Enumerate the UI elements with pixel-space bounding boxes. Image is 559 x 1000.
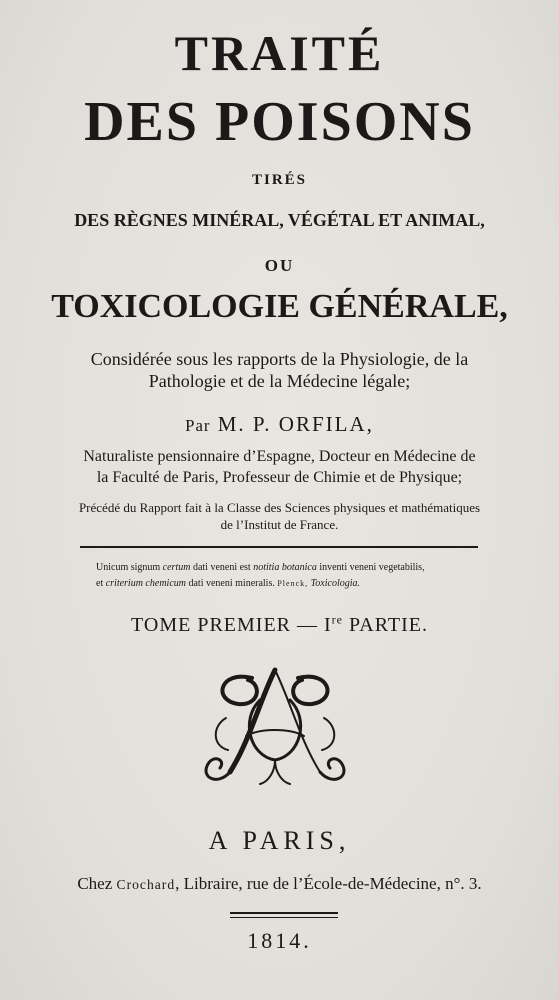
consideree-text: [0, 348, 559, 392]
epigraph-italic: notitia botanica: [253, 562, 317, 573]
publisher-line: [0, 874, 559, 894]
tome-sup: re: [331, 612, 343, 627]
epigraph: [96, 560, 516, 592]
epigraph-text: dati veneni mineralis.: [188, 578, 275, 589]
consideree-line-1: Considérée sous les rapports de la Physiologie, de la: [90, 349, 469, 369]
divider-rule-bottom-thick: [230, 912, 338, 914]
epigraph-text: inventi veneni vegetabilis,: [319, 562, 425, 573]
tome-main: TOME PREMIER — I: [131, 614, 332, 636]
epigraph-source: Plenck,: [277, 579, 309, 588]
year: 1814.: [247, 928, 312, 953]
credentials: [0, 446, 559, 488]
subtitle: TOXICOLOGIE GÉNÉRALE,: [51, 288, 508, 325]
credentials-line-2: la Faculté de Paris, Professeur de Chimie et de Physique;: [96, 469, 463, 486]
tome-end: PARTIE.: [343, 614, 428, 636]
author-line: [0, 412, 559, 437]
monogram-ornament: [190, 660, 360, 790]
title-line-1: TRAITÉ: [174, 25, 385, 81]
divider-rule-top: [80, 546, 478, 548]
divider-rule-bottom-thin: [230, 917, 338, 918]
epigraph-italic: criterium chemicum: [105, 578, 186, 589]
publisher-post: , Libraire, rue de l’École-de-Médecine, n°. 3.: [175, 874, 482, 893]
tires-label: TIRÉS: [251, 172, 308, 188]
tome-line: [0, 614, 559, 637]
publisher-name: Crochard: [116, 877, 176, 892]
city: A PARIS,: [208, 826, 351, 855]
precede-text: [0, 499, 559, 533]
epigraph-text: et: [96, 578, 104, 589]
epigraph-text: dati veneni est: [192, 562, 251, 573]
par-label: Par: [185, 416, 211, 435]
epigraph-italic: certum: [162, 562, 191, 573]
title-line-2: DES POISONS: [84, 91, 475, 153]
epigraph-line-2: [96, 576, 516, 592]
regnes-line: DES RÈGNES MINÉRAL, VÉGÉTAL ET ANIMAL,: [74, 210, 485, 230]
precede-line-2: de l’Institut de France.: [220, 517, 339, 532]
credentials-line-1: Naturaliste pensionnaire d’Espagne, Docteur en Médecine de: [83, 448, 476, 465]
precede-line-1: Précédé du Rapport fait à la Classe des Sciences physiques et mathématiques: [78, 500, 481, 515]
author-name: M. P. ORFILA,: [217, 412, 374, 436]
epigraph-work: Toxicologia.: [310, 578, 360, 589]
publisher-pre: Chez: [77, 874, 113, 893]
epigraph-text: Unicum signum: [96, 562, 161, 573]
epigraph-line-1: [96, 560, 516, 576]
consideree-line-2: Pathologie et de la Médecine légale;: [148, 371, 411, 391]
ou-label: OU: [264, 256, 295, 275]
